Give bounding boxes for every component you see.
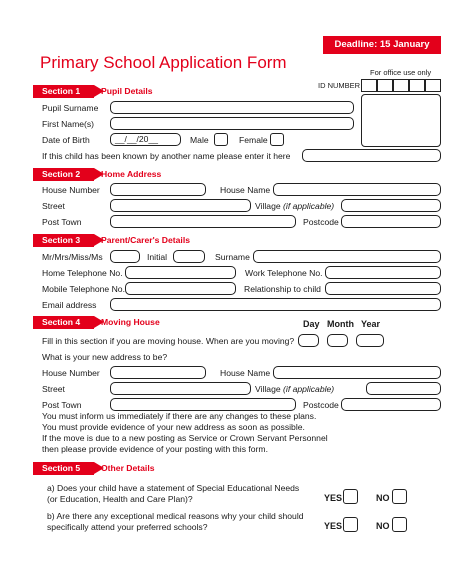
male-checkbox[interactable] (214, 133, 228, 146)
question-b-yes-checkbox[interactable] (343, 517, 358, 532)
question-b-no-checkbox[interactable] (392, 517, 407, 532)
other-name-field[interactable] (302, 149, 441, 162)
new-house-name-field[interactable] (273, 366, 441, 379)
move-day-field[interactable] (298, 334, 319, 347)
moving-note-3: If the move is due to a new posting as Service or Crown Servant Personnel (42, 433, 328, 443)
day-label: Day (303, 319, 320, 329)
female-checkbox[interactable] (270, 133, 284, 146)
question-b-line-2: specifically attend your preferred schools? (47, 522, 208, 532)
post-town-field[interactable] (110, 215, 296, 228)
title-field[interactable] (110, 250, 140, 263)
male-label: Male (190, 135, 209, 145)
initial-label: Initial (147, 252, 168, 262)
moving-note-2: You must provide evidence of your new address as soon as possible. (42, 422, 305, 432)
id-number-box-3[interactable] (393, 79, 409, 92)
form-title: Primary School Application Form (40, 53, 287, 72)
office-use-label: For office use only (370, 68, 432, 77)
section-4-tag: Section 4 (33, 316, 94, 329)
house-name-field[interactable] (273, 183, 441, 196)
moving-question: Fill in this section if you are moving house. When are you moving? (42, 336, 295, 346)
mobile-tel-field[interactable] (125, 282, 236, 295)
new-village-label-text: Village (255, 384, 281, 394)
section-1-tag: Section 1 (33, 85, 94, 98)
pupil-surname-label: Pupil Surname (42, 103, 99, 113)
id-number-box-5[interactable] (425, 79, 441, 92)
dob-label: Date of Birth (42, 135, 90, 145)
village-field[interactable] (341, 199, 441, 212)
id-number-box-1[interactable] (361, 79, 377, 92)
post-town-label: Post Town (42, 217, 82, 227)
question-a-line-1: a) Does your child have a statement of Special Educational Needs (47, 483, 300, 493)
parent-surname-field[interactable] (253, 250, 441, 263)
work-tel-label: Work Telephone No. (245, 268, 323, 278)
question-a-no-checkbox[interactable] (392, 489, 407, 504)
new-village-note: (if applicable) (283, 384, 335, 394)
section-1-title: Pupil Details (101, 86, 153, 96)
new-address-question: What is your new address to be? (42, 352, 168, 362)
new-house-number-field[interactable] (110, 366, 206, 379)
house-number-label: House Number (42, 185, 100, 195)
section-3-title: Parent/Carer's Details (101, 235, 190, 245)
question-b-line-1: b) Are there any exceptional medical reasons why your child should (47, 511, 304, 521)
question-b-yes-label: YES (324, 521, 343, 531)
month-label: Month (327, 319, 354, 329)
section-2-tag: Section 2 (33, 168, 94, 181)
new-street-field[interactable] (110, 382, 251, 395)
id-number-label: ID NUMBER (318, 81, 361, 90)
move-year-field[interactable] (356, 334, 384, 347)
new-village-field[interactable] (366, 382, 441, 395)
dob-placeholder: __/__/20__ (115, 134, 159, 144)
id-number-box-2[interactable] (377, 79, 393, 92)
moving-note-1: You must inform us immediately if there are any changes to these plans. (42, 411, 317, 421)
new-street-label: Street (42, 384, 65, 394)
id-number-box-4[interactable] (409, 79, 425, 92)
home-tel-field[interactable] (125, 266, 236, 279)
mobile-tel-label: Mobile Telephone No. (42, 284, 125, 294)
postcode-label: Postcode (303, 217, 339, 227)
parent-surname-label: Surname (215, 252, 250, 262)
question-a-yes-checkbox[interactable] (343, 489, 358, 504)
female-label: Female (239, 135, 268, 145)
section-5-tag: Section 5 (33, 462, 94, 475)
question-a-line-2: (or Education, Health and Care Plan)? (47, 494, 193, 504)
new-house-number-label: House Number (42, 368, 100, 378)
question-a-yes-label: YES (324, 493, 343, 503)
title-label: Mr/Mrs/Miss/Ms (42, 252, 103, 262)
question-b-no-label: NO (376, 521, 390, 531)
section-3-tag: Section 3 (33, 234, 94, 247)
email-label: Email address (42, 300, 97, 310)
new-postcode-label: Postcode (303, 400, 339, 410)
new-house-name-label: House Name (220, 368, 271, 378)
work-tel-field[interactable] (325, 266, 441, 279)
deadline-banner: Deadline: 15 January 2016 (323, 36, 441, 54)
new-post-town-label: Post Town (42, 400, 82, 410)
section-2-title: Home Address (101, 169, 162, 179)
first-names-label: First Name(s) (42, 119, 95, 129)
new-village-label (255, 384, 334, 395)
new-post-town-field[interactable] (110, 398, 296, 411)
relationship-field[interactable] (325, 282, 441, 295)
home-tel-label: Home Telephone No. (42, 268, 123, 278)
moving-note-4: then please provide evidence of your posting with this form. (42, 444, 268, 454)
village-label (255, 201, 334, 212)
section-5-title: Other Details (101, 463, 155, 473)
postcode-field[interactable] (341, 215, 441, 228)
other-name-label: If this child has been known by another name please enter it here (42, 151, 291, 161)
section-4-title: Moving House (101, 317, 160, 327)
first-names-field[interactable] (110, 117, 354, 130)
village-note: (if applicable) (283, 201, 335, 211)
street-field[interactable] (110, 199, 251, 212)
house-number-field[interactable] (110, 183, 206, 196)
move-month-field[interactable] (327, 334, 348, 347)
village-label-text: Village (255, 201, 281, 211)
street-label: Street (42, 201, 65, 211)
relationship-label: Relationship to child (244, 284, 321, 294)
house-name-label: House Name (220, 185, 271, 195)
office-use-box (361, 94, 441, 147)
email-field[interactable] (110, 298, 441, 311)
pupil-surname-field[interactable] (110, 101, 354, 114)
new-postcode-field[interactable] (341, 398, 441, 411)
year-label: Year (361, 319, 381, 329)
question-a-no-label: NO (376, 493, 390, 503)
initial-field[interactable] (173, 250, 205, 263)
